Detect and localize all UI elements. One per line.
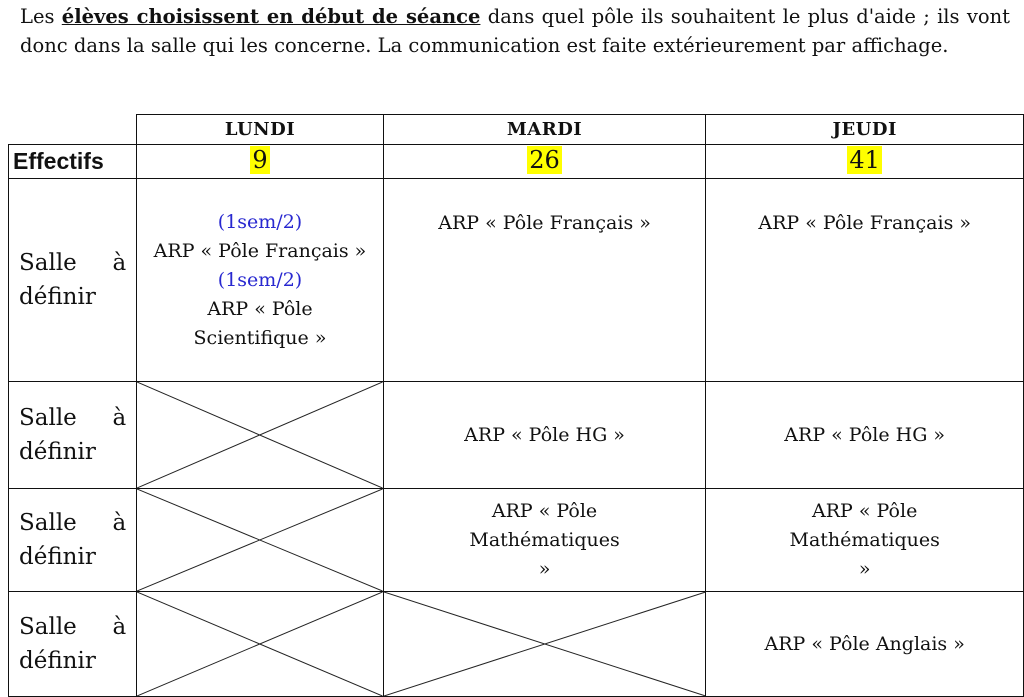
effectif-lundi-cell [137,145,383,179]
day-mardi: MARDI [383,115,706,145]
room-cell [9,489,137,592]
day-lundi: LUNDI [137,115,383,145]
jeudi-cell [706,179,1024,382]
intro-after: dans quel pôle ils souhaitent le plus d'aide ; ils vont donc dans la salle qui les concerne. La communication est faite extérieurement par affichage. [20,5,1010,57]
effectif-jeudi-cell [706,145,1024,179]
jeudi-cell [706,489,1024,592]
lundi-cell [137,179,383,382]
lundi-subject-b: ARP « Pôle Scientifique » [193,297,327,349]
schedule-table [8,114,1024,697]
jeudi-subject: ARP « Pôle Mathématiques » [789,499,940,580]
empty-cross-cell [137,592,383,697]
room-cell [9,179,137,382]
effectifs-row [9,145,1024,179]
table-row [9,489,1024,592]
room-cell [9,592,137,697]
jeudi-subject: ARP « Pôle Français » [758,212,971,234]
empty-cross-cell [137,489,383,592]
jeudi-subject: ARP « Pôle HG » [784,423,946,446]
mardi-subject: ARP « Pôle Mathématiques » [469,499,620,580]
mardi-cell [383,382,706,489]
intro-emphasis: élèves choisissent en début de séance [61,5,481,28]
effectif-mardi: 26 [529,146,560,174]
room-cell [9,382,137,489]
room-label-line1: Salle à [19,250,127,276]
effectif-mardi-cell [383,145,706,179]
empty-cross-cell [137,382,383,489]
mardi-cell [383,489,706,592]
room-label-line2: définir [19,544,96,570]
header-row [9,115,1024,145]
jeudi-cell [706,382,1024,489]
lundi-sem-a: (1sem/2) [217,210,303,233]
room-label-line2: définir [19,284,96,310]
corner-cell [9,115,137,145]
lundi-sem-b: (1sem/2) [217,268,303,291]
mardi-cell [383,179,706,382]
table-row [9,592,1024,697]
jeudi-subject: ARP « Pôle Anglais » [764,632,965,655]
cross-mark [137,382,382,488]
room-label-line1: Salle à [19,405,127,431]
intro-before: Les [20,5,62,28]
effectif-lundi: 9 [252,146,268,174]
jeudi-cell [706,592,1024,697]
mardi-subject: ARP « Pôle Français » [438,212,651,234]
lundi-subject-a: ARP « Pôle Français » [153,239,367,262]
intro-paragraph [20,2,1010,60]
room-label-line1: Salle à [19,614,127,640]
effectif-jeudi: 41 [849,146,880,174]
cross-mark [137,489,382,591]
room-label-line2: définir [19,439,96,465]
room-label-line1: Salle à [19,510,127,536]
day-jeudi: JEUDI [706,115,1024,145]
table-row [9,179,1024,382]
cross-mark [137,592,382,696]
empty-cross-cell [383,592,706,697]
mardi-subject: ARP « Pôle HG » [464,423,625,446]
table-row [9,382,1024,489]
room-label-line2: définir [19,648,96,674]
cross-mark [384,592,706,696]
effectifs-label: Effectifs [9,145,137,179]
